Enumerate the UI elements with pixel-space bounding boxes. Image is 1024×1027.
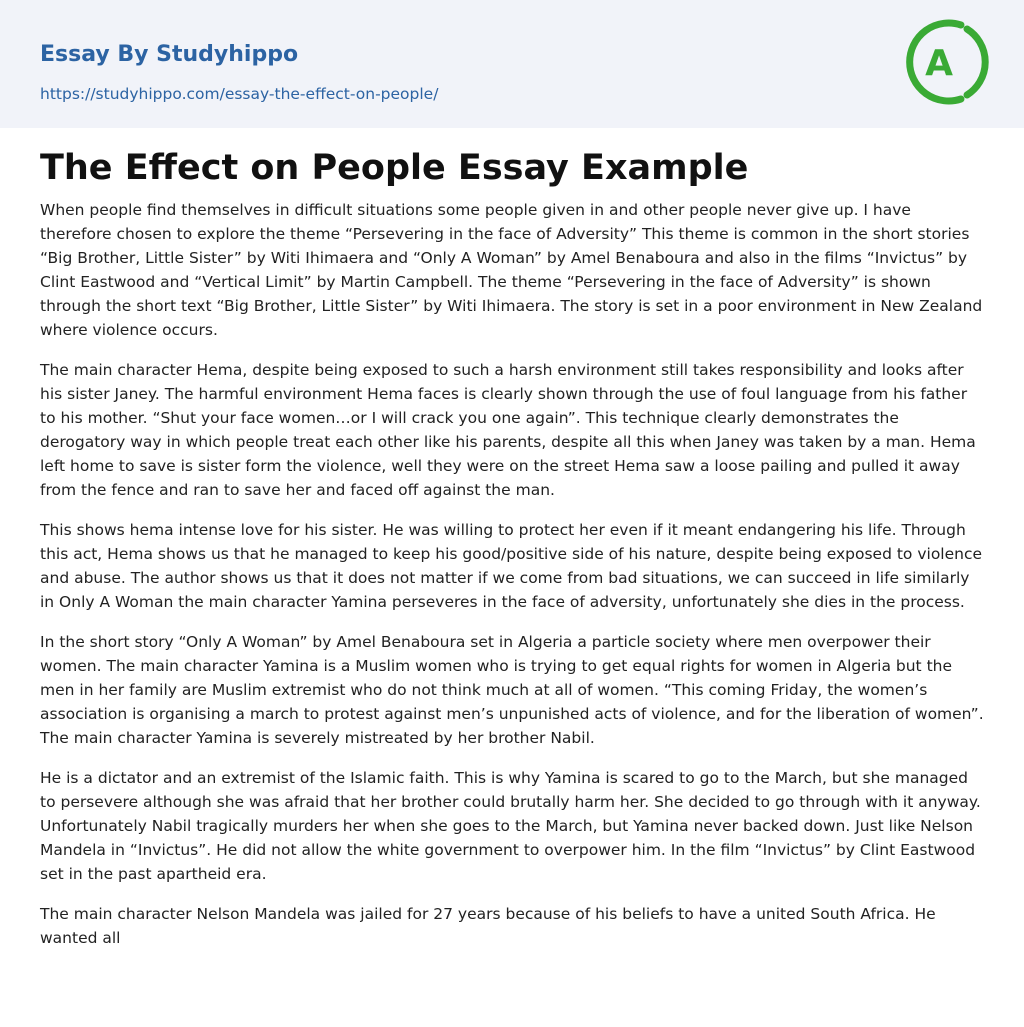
paragraph: This shows hema intense love for his sister. He was willing to protect her even if it meant endangering his life. Through this act, Hema shows us that he managed to keep his good/positive side of his nature, despite being exposed to violence and abuse. The author shows us that it does not matter if we come from bad situations, we can succeed in life similarly in Only A Woman the main character Yamina perseveres in the face of adversity, unfortunately she dies in the process. xyxy=(40,521,983,611)
article xyxy=(0,128,1024,950)
paragraph: When people find themselves in difficult situations some people given in and other people never give up. I have therefore chosen to explore the theme “Persevering in the face of Adversity” This theme is common in the short stories “Big Brother, Little Sister” by Witi Ihimaera and “Only A Woman” by Amel Benaboura and also in the films “Invictus” by Clint Eastwood and “Vertical Limit” by Martin Campbell. The theme “Persevering in the face of Adversity” is shown through the short text “Big Brother, Little Sister” by Witi Ihimaera. The story is set in a poor environment in New Zealand where violence occurs. xyxy=(40,201,983,339)
logo-letter: A xyxy=(925,43,953,84)
paragraph: The main character Nelson Mandela was jailed for 27 years because of his beliefs to have a united South Africa. He wanted all xyxy=(40,905,936,947)
page-url-link[interactable]: https://studyhippo.com/essay-the-effect-on-people/ xyxy=(40,85,439,103)
paragraph: He is a dictator and an extremist of the Islamic faith. This is why Yamina is scared to go to the March, but she managed to persevere although she was afraid that her brother could brutally harm her. She decided to go through with it anyway. Unfortunately Nabil tragically murders her when she goes to the March, but Yamina never backed down. Just like Nelson Mandela in “Invictus”. He did not allow the white government to overpower him. In the film “Invictus” by Clint Eastwood set in the past apartheid era. xyxy=(40,769,981,883)
paragraph: The main character Hema, despite being exposed to such a harsh environment still takes responsibility and looks after his sister Janey. The harmful environment Hema faces is clearly shown through the use of foul language from his father to his mother. “Shut your face women…or I will crack you one again”. This technique clearly demonstrates the derogatory way in which people treat each other like his parents, despite all this when Janey was taken by a man. Hema left home to save is sister form the violence, well they were on the street Hema saw a loose pailing and pulled it away from the fence and ran to save her and faced off against the man. xyxy=(40,361,976,499)
article-title: The Effect on People Essay Example xyxy=(40,148,749,188)
site-brand-link[interactable]: Essay By Studyhippo xyxy=(40,42,299,67)
paragraph: In the short story “Only A Woman” by Amel Benaboura set in Algeria a particle society where men overpower their women. The main character Yamina is a Muslim women who is trying to get equal rights for women in Algeria but the men in her family are Muslim extremist who do not think much at all of women. “This coming Friday, the women’s association is organising a march to protest against men’s unpunished acts of violence, and for the liberation of women”. The main character Yamina is severely mistreated by her brother Nabil. xyxy=(40,633,984,747)
studyhippo-logo-icon[interactable] xyxy=(903,17,989,107)
site-header xyxy=(0,0,1024,128)
